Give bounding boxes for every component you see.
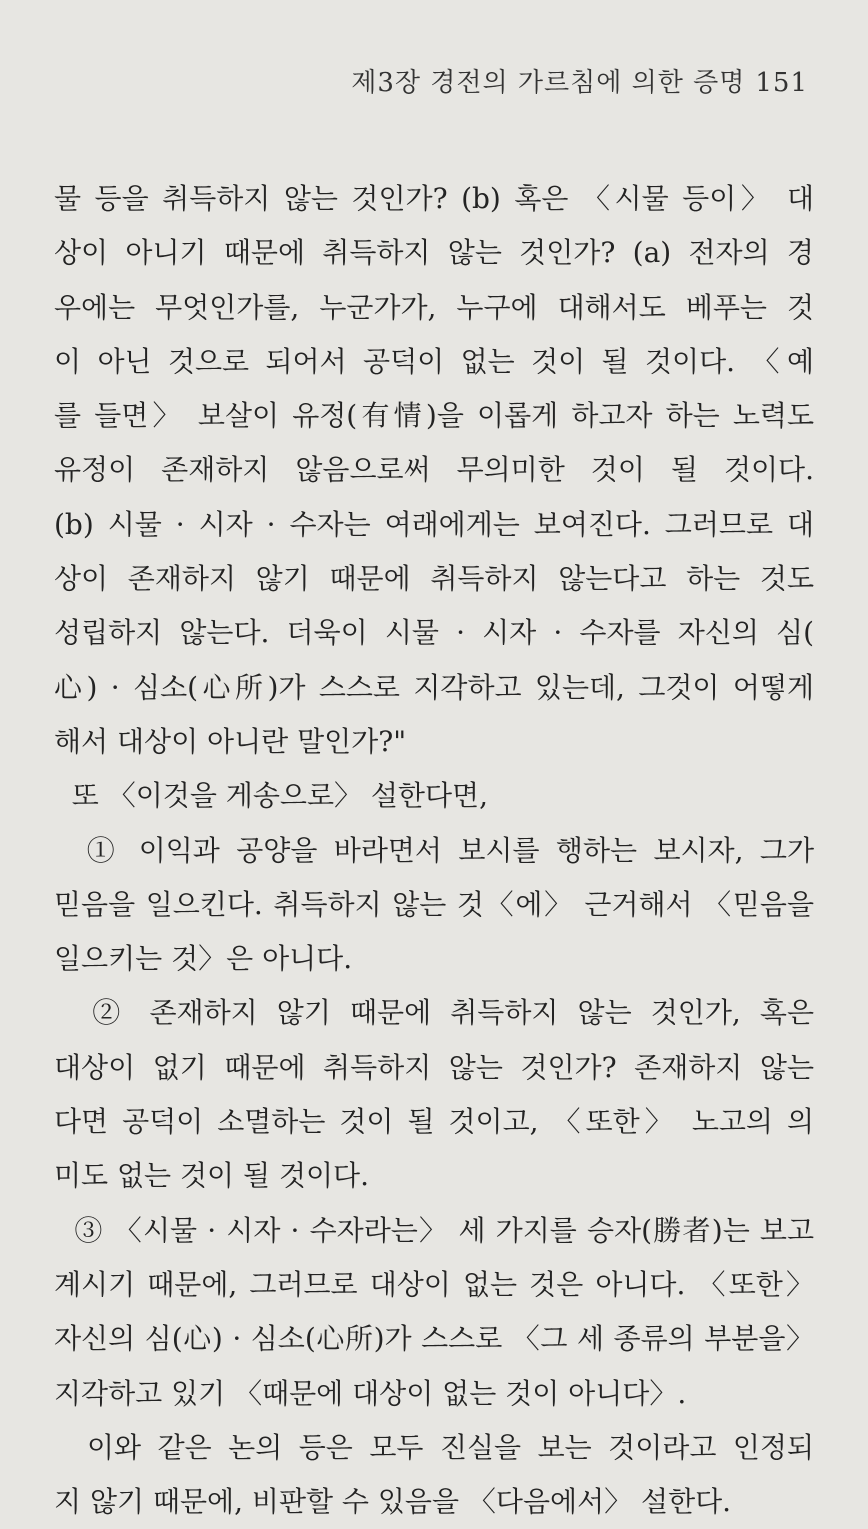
- text-line: 미도 없는 것이 될 것이다.: [54, 1159, 369, 1193]
- text-line: (b) 시물 · 시자 · 수자는 여래에게는 보여진다. 그러므로 대: [54, 507, 814, 541]
- text-line: 일으키는 것〉은 아니다.: [54, 942, 353, 976]
- text-line: 지각하고 있기 〈때문에 대상이 없는 것이 아니다〉.: [54, 1376, 687, 1410]
- text-line: ① 이익과 공양을 바라면서 보시를 행하는 보시자, 그가: [54, 833, 814, 867]
- text-line: 물 등을 취득하지 않는 것인가? (b) 혹은 〈시물 등이〉 대: [54, 182, 814, 215]
- text-line: 해서 대상이 아니란 말인가?": [54, 724, 407, 758]
- text-line: 또 〈이것을 게송으로〉 설한다면,: [54, 779, 488, 813]
- page-number: 151: [755, 68, 808, 98]
- text-line: 유정이 존재하지 않음으로써 무의미한 것이 될 것이다.: [54, 453, 814, 487]
- text-line: 믿음을 일으킨다. 취득하지 않는 것〈에〉 근거해서 〈믿음을: [54, 887, 814, 921]
- text-line: 를 들면〉 보살이 유정(有情)을 이롭게 하고자 하는 노력도: [54, 399, 814, 433]
- text-line: 자신의 심(心) · 심소(心所)가 스스로 〈그 세 종류의 부분을〉: [54, 1322, 814, 1356]
- text-line: 이 아닌 것으로 되어서 공덕이 없는 것이 될 것이다. 〈예: [54, 344, 814, 378]
- text-line: 心) · 심소(心所)가 스스로 지각하고 있는데, 그것이 어떻게: [54, 670, 814, 704]
- text-line: ② 존재하지 않기 때문에 취득하지 않는 것인가, 혹은: [54, 996, 814, 1030]
- text-line: 우에는 무엇인가를, 누군가가, 누구에 대해서도 베푸는 것: [54, 290, 814, 324]
- text-line: 다면 공덕이 소멸하는 것이 될 것이고, 〈또한〉 노고의 의: [54, 1105, 814, 1139]
- body-text: [54, 172, 814, 1529]
- text-line: 계시기 때문에, 그러므로 대상이 없는 것은 아니다. 〈또한〉: [54, 1267, 814, 1301]
- text-line: 상이 존재하지 않기 때문에 취득하지 않는다고 하는 것도: [54, 562, 814, 596]
- text-line: 성립하지 않는다. 더욱이 시물 · 시자 · 수자를 자신의 심(: [54, 616, 814, 650]
- text-line: 지 않기 때문에, 비판할 수 있음을 〈다음에서〉 설한다.: [54, 1485, 732, 1519]
- text-line: 대상이 없기 때문에 취득하지 않는 것인가? 존재하지 않는: [54, 1050, 814, 1084]
- chapter-title: 제3장 경전의 가르침에 의한 증명: [351, 68, 746, 98]
- text-line: 상이 아니기 때문에 취득하지 않는 것인가? (a) 전자의 경: [54, 236, 814, 270]
- running-header: [351, 62, 808, 99]
- text-line: 이와 같은 논의 등은 모두 진실을 보는 것이라고 인정되: [54, 1430, 814, 1464]
- text-line: ③ 〈시물 · 시자 · 수자라는〉 세 가지를 승자(勝者)는 보고: [54, 1213, 814, 1247]
